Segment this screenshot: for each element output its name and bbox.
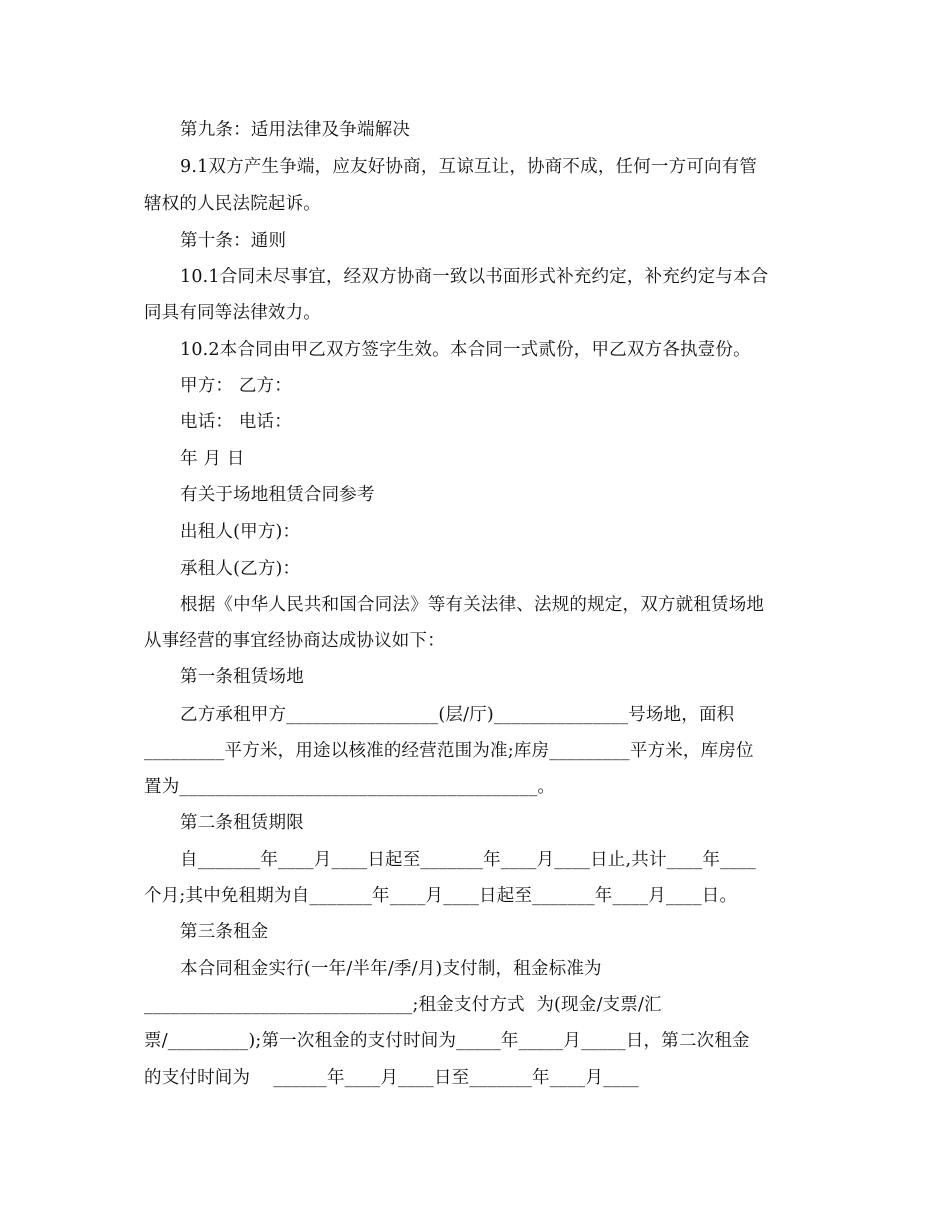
article-3-line-4: 的支付时间为 ______年____月____日至_______年____月____ [144, 1068, 639, 1088]
article-3-line-1: 本合同租金实行(一年/半年/季/月)支付制，租金标准为 [180, 959, 602, 979]
lessee-line: 承租人(乙方)： [180, 559, 301, 579]
article-2-line-2: 个月;其中免租期为自_______年____月____日起至_______年____月____日。 [144, 886, 738, 906]
article-1-line-3: 置为________________________________________。 [144, 777, 556, 797]
article-2-line-1: 自_______年____月____日起至_______年____月____日止,共计____年____ [180, 850, 756, 870]
article-1-line-2: _________平方米，用途以核准的经营范围为准;库房_________平方米，库房位 [144, 741, 754, 761]
clause-10-2: 10.2本合同由甲乙双方签字生效。本合同一式贰份，甲乙双方各执壹份。 [180, 340, 751, 360]
party-signature-line: 甲方： 乙方： [180, 376, 292, 396]
preamble-line-2: 从事经营的事宜经协商达成协议如下： [144, 631, 445, 651]
article-9-heading: 第九条：适用法律及争端解决 [180, 120, 411, 140]
article-3-line-2: ______________________________;租金支付方式 为(现金/支票/汇 [144, 995, 662, 1015]
clause-9-1-line-1: 9.1双方产生争端，应友好协商，互谅互让，协商不成，任何一方可向有管 [180, 157, 758, 177]
article-10-heading: 第十条：通则 [180, 231, 287, 251]
article-3-heading: 第三条租金 [180, 922, 269, 942]
lessor-line: 出租人(甲方)： [180, 522, 301, 542]
preamble-line-1: 根据《中华人民共和国合同法》等有关法律、法规的规定，双方就租赁场地 [180, 595, 765, 615]
section-title: 有关于场地租赁合同参考 [180, 485, 375, 505]
date-line: 年 月 日 [180, 449, 245, 469]
phone-line: 电话： 电话： [180, 412, 292, 432]
clause-10-1-line-1: 10.1合同未尽事宜，经双方协商一致以书面形式补充约定，补充约定与本合 [180, 267, 769, 287]
article-1-line-1: 乙方承租甲方_________________(层/厅)_______________号场地，面积 [180, 705, 735, 725]
clause-10-1-line-2: 同具有同等法律效力。 [144, 303, 321, 323]
article-2-heading: 第二条租赁期限 [180, 813, 304, 833]
clause-9-1-line-2: 辖权的人民法院起诉。 [144, 194, 321, 214]
article-1-heading: 第一条租赁场地 [180, 667, 304, 687]
article-3-line-3: 票/_________);第一次租金的支付时间为_____年_____月_____日，第二次租金 [144, 1031, 750, 1051]
